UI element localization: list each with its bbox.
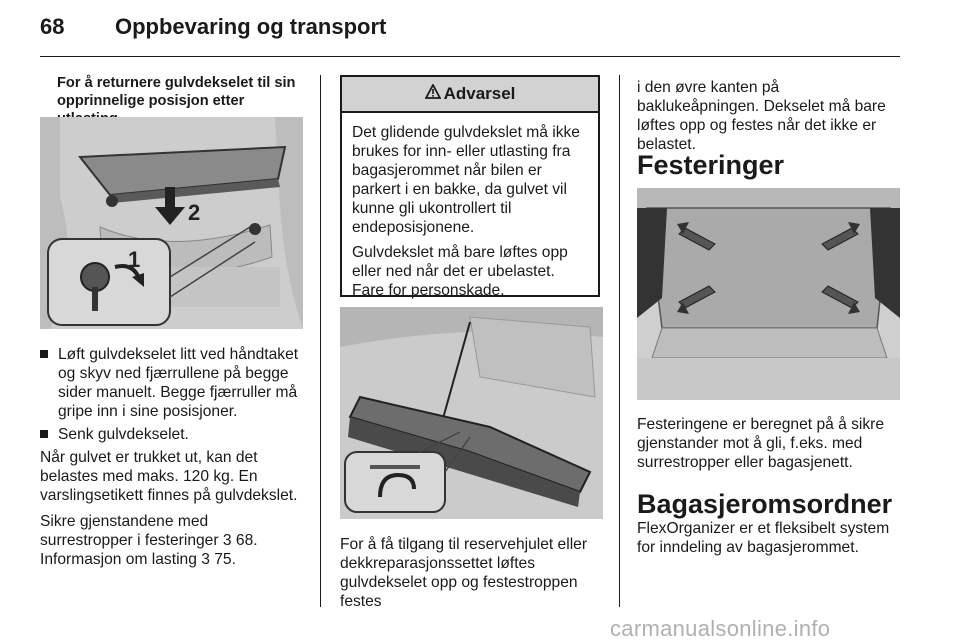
page-ref-link[interactable]: 75 — [214, 551, 232, 568]
section-heading-bagasjeromsordner: Bagasjeromsordner — [637, 489, 893, 519]
watermark: carmanualsonline.info — [610, 616, 831, 641]
bullet-marker — [40, 350, 48, 358]
warning-title: Advarsel — [443, 84, 516, 103]
list-item: Løft gulvdekselet litt ved håndtaket og skyv ned fjærrullene på begge sider manuelt. Begge fjærruller må gripe inn i sine posisjoner. — [40, 345, 305, 421]
securing-paragraph: Sikre gjenstandene med surrestropper i festeringer 3 68. Informasjon om lasting 3 75. — [40, 513, 258, 568]
reference-arrow-icon: 3 — [222, 532, 232, 549]
lashing-rings-illustration — [637, 188, 900, 400]
spare-wheel-text: For å få tilgang til reservehjulet eller dekkreparasjonssettet løftes gulvdekselet opp og festestroppen festes — [340, 536, 588, 610]
flexorganizer-text: FlexOrganizer er et fleksibelt system for inndeling av bagasjerommet. — [637, 520, 890, 556]
column-divider-1 — [320, 75, 321, 607]
warning-text: Gulvdekslet må bare løftes opp eller ned når det er ubelastet. Fare for personskade. — [352, 244, 568, 299]
bullet-marker — [40, 430, 48, 438]
page-number: 68 — [40, 14, 65, 39]
list-item: Senk gulvdekselet. — [40, 425, 305, 444]
warning-triangle-icon — [425, 84, 441, 104]
warning-header — [342, 77, 598, 113]
load-paragraph: Når gulvet er trukket ut, kan det belastes med maks. 120 kg. En varslingsetikett finnes på gulvdekslet. — [40, 449, 298, 504]
floor-cover-illustration — [40, 117, 303, 329]
page-ref-link[interactable]: 68 — [235, 532, 254, 549]
section-heading: For å returnere gulvdekselet til sin opprinnelige posisjon etter — [57, 75, 296, 109]
reference-arrow-icon: 3 — [201, 551, 210, 568]
section-heading-festeringer: Festeringer — [637, 150, 785, 180]
lashing-rings-text: Festeringene er beregnet på å sikre gjenstander mot å gli, f.eks. med surrestropper eller bagasjenett. — [637, 416, 885, 471]
figure-label-2: 2 — [188, 200, 201, 225]
continuation-text: i den øvre kanten på baklukeåpningen. Dekselet må bare løftes opp og festes når det ikke er belastet. — [637, 79, 886, 153]
figure-label-1: 1 — [128, 247, 141, 272]
warning-text: Det glidende gulvdekslet må ikke brukes for inn- eller utlasting fra bagasjerommet når bilen er parkert i en bakke, da gulvet vil kunne gli ukontrollert til endeposisjonene. — [352, 124, 580, 236]
spare-wheel-access-illustration — [340, 307, 603, 519]
warning-box — [340, 75, 600, 297]
page-title: Oppbevaring og transport — [115, 14, 387, 39]
header-rule — [40, 56, 900, 57]
column-divider-2 — [619, 75, 620, 607]
